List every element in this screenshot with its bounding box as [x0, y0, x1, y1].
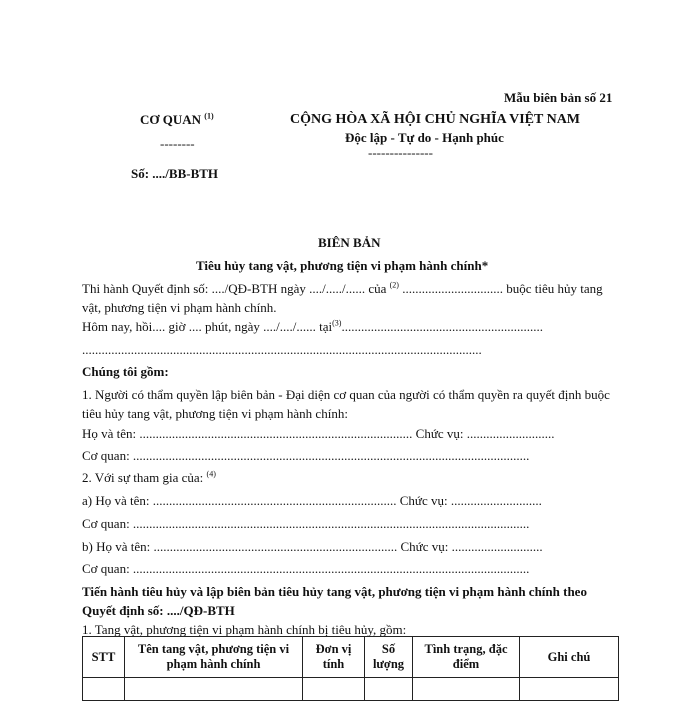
column-header-condition: Tình trạng, đặc điểm: [413, 637, 520, 678]
section-2a-agency-line: Cơ quan: ..........................................................................................................................: [82, 516, 530, 531]
column-header-stt: STT: [83, 637, 125, 678]
section-2b-name-line: b) Họ và tên: ........................................................................... Chức vụ: ............................: [82, 539, 543, 554]
item-1-heading: 1. Tang vật, phương tiện vi phạm hành chính bị tiêu hủy, gồm:: [82, 622, 407, 637]
section-1-agency-line: Cơ quan: ..........................................................................................................................: [82, 448, 530, 463]
table-cell: [520, 678, 619, 701]
proceeding-statement: Tiến hành tiêu hủy và lập biên bản tiêu hủy tang vật, phương tiện vi phạm hành chính theo Quyết định số: ..../QĐ-BTH: [82, 584, 587, 618]
table-row: [83, 678, 619, 701]
document-number: Số: ..../BB-BTH: [131, 166, 219, 181]
document-title: BIÊN BẢN: [318, 235, 381, 250]
table-cell: [125, 678, 303, 701]
form-number: Mẫu biên bản số 21: [504, 90, 613, 105]
column-header-notes: Ghi chú: [520, 637, 619, 678]
time-place-dots: ..............................................................: [341, 319, 543, 334]
table-cell: [303, 678, 365, 701]
agency-text: CƠ QUAN: [140, 112, 202, 127]
time-place-text: Hôm nay, hồi.... giờ .... phút, ngày ..../..../...... tại: [82, 319, 333, 334]
agency-footnote-ref: (1): [204, 111, 214, 121]
agency-dash: --------: [160, 136, 195, 151]
nation-title: CỘNG HÒA XÃ HỘI CHỦ NGHĨA VIỆT NAM: [290, 112, 581, 127]
section-1: 1. Người có thẩm quyền lập biên bản - Đại diện cơ quan của người có thẩm quyền ra quyết định buộc tiêu hủy tang vật, phương tiện vi phạm hành chính:: [82, 387, 610, 421]
section-2a-name-line: a) Họ và tên: ........................................................................... Chức vụ: ............................: [82, 493, 542, 508]
document-subtitle: Tiêu hủy tang vật, phương tiện vi phạm hành chính*: [196, 258, 489, 273]
paragraph-time-place: [82, 319, 543, 335]
section-1-name-line: Họ và tên: .................................................................................... Chức vụ: ...........................: [82, 426, 555, 441]
decision-text-b: ............................... buộc tiêu hủy tang vật, phương tiện vi phạm hành chính.: [82, 281, 603, 315]
section-2-text: 2. Với sự tham gia của:: [82, 470, 207, 485]
nation-motto: Độc lập - Tự do - Hạnh phúc: [345, 130, 504, 145]
table-cell: [83, 678, 125, 701]
paragraph-decision: [82, 279, 618, 317]
footnote-ref-3: (3): [332, 318, 342, 328]
footnote-ref-4: (4): [206, 469, 216, 479]
motto-dash: ---------------: [368, 145, 433, 160]
dotted-line: ...........................................................................................................................: [82, 342, 482, 357]
table-cell: [413, 678, 520, 701]
column-header-quantity: Số lượng: [365, 637, 413, 678]
footnote-ref-2: (2): [389, 280, 399, 290]
agency-label: [140, 112, 214, 128]
table-cell: [365, 678, 413, 701]
column-header-item-name: Tên tang vật, phương tiện vi phạm hành chính: [125, 637, 303, 678]
section-2: [82, 470, 216, 486]
destroyed-items-table: [82, 636, 619, 701]
participants-heading: Chúng tôi gồm:: [82, 364, 169, 379]
decision-text-a: Thi hành Quyết định số: ..../QĐ-BTH ngày ..../...../...... của: [82, 281, 390, 296]
table-header-row: [83, 637, 619, 678]
column-header-unit: Đơn vị tính: [303, 637, 365, 678]
section-2b-agency-line: Cơ quan: ..........................................................................................................................: [82, 561, 530, 576]
